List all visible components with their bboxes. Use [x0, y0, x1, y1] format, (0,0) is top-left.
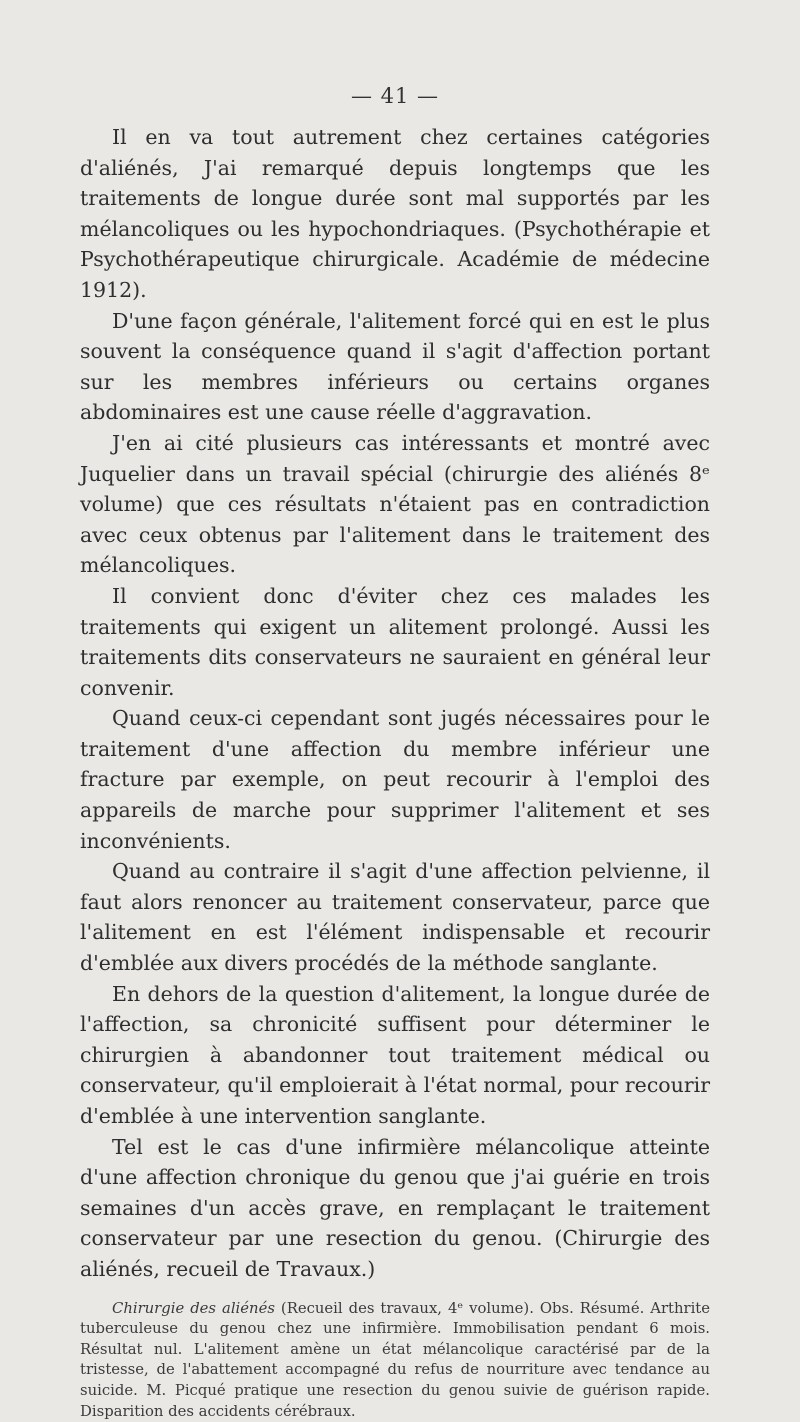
paragraph-1: Il en va tout autrement chez certaines catégories d'aliénés, J'ai remarqué depuis longtemps que les traitements de longue durée sont mal supportés par les mélancoliques ou les hypochondriaques. (Psychothérapie et Psychothérapeutique chirurgicale. Académie de médecine 1912). [80, 125, 710, 302]
footnote-text: (Recueil des travaux, 4ᵉ volume). Obs. Résumé. Arthrite tuberculeuse du genou chez une infirmière. Immobilisation pendant 6 mois. Résultat nul. L'alitement amène un état mélancolique caractérisé par de la tristesse, de l'abattement accompagné du refus de nourriture avec tendance au suicide. M. Picqué pratique une resection du genou suivie de guérison rapide. Disparition des accidents cérébraux. [80, 1299, 711, 1420]
paragraph-3: J'en ai cité plusieurs cas intéressants et montré avec Juquelier dans un travail spécial (chirurgie des aliénés 8ᵉ volume) que ces résultats n'étaient pas en contradiction avec ceux obtenus par l'alitement dans le traitement des mélancoliques. [80, 430, 710, 578]
paragraph-6: Quand au contraire il s'agit d'une affection pelvienne, il faut alors renoncer au traitement conservateur, parce que l'alitement en est l'élément indispensable et recourir d'emblée aux divers procédés de la méthode sanglante. [80, 859, 710, 976]
footnote-title: Chirurgie des aliénés [112, 1299, 275, 1317]
paragraph-4: Il convient donc d'éviter chez ces malades les traitements qui exigent un alitement prolongé. Aussi les traitements dits conservateurs ne sauraient en général leur convenir. [80, 583, 710, 700]
body-text [80, 122, 710, 1285]
footnote [80, 1299, 710, 1422]
paragraph-8: Tel est le cas d'une infirmière mélancolique atteinte d'une affection chronique du genou que j'ai guérie en trois semaines d'un accès grave, en remplaçant le traitement conservateur par une resection du genou. (Chirurgie des aliénés, recueil de Travaux.) [80, 1134, 710, 1281]
page-number: — 41 — [350, 84, 440, 108]
paragraph-5: Quand ceux-ci cependant sont jugés nécessaires pour le traitement d'une affection du membre inférieur une fracture par exemple, on peut recourir à l'emploi des appareils de marche pour supprimer l'alitement et ses inconvénients. [80, 706, 710, 853]
paragraph-2: D'une façon générale, l'alitement forcé qui en est le plus souvent la conséquence quand il s'agit d'affection portant sur les membres inférieurs ou certains organes abdominaires est une cause réelle d'aggravation. [80, 308, 710, 425]
paragraph-7: En dehors de la question d'alitement, la longue durée de l'affection, sa chronicité suffisent pour déterminer le chirurgien à abandonner tout traitement médical ou conservateur, qu'il emploierait à l'état normal, pour recourir d'emblée à une intervention sanglante. [80, 981, 710, 1128]
